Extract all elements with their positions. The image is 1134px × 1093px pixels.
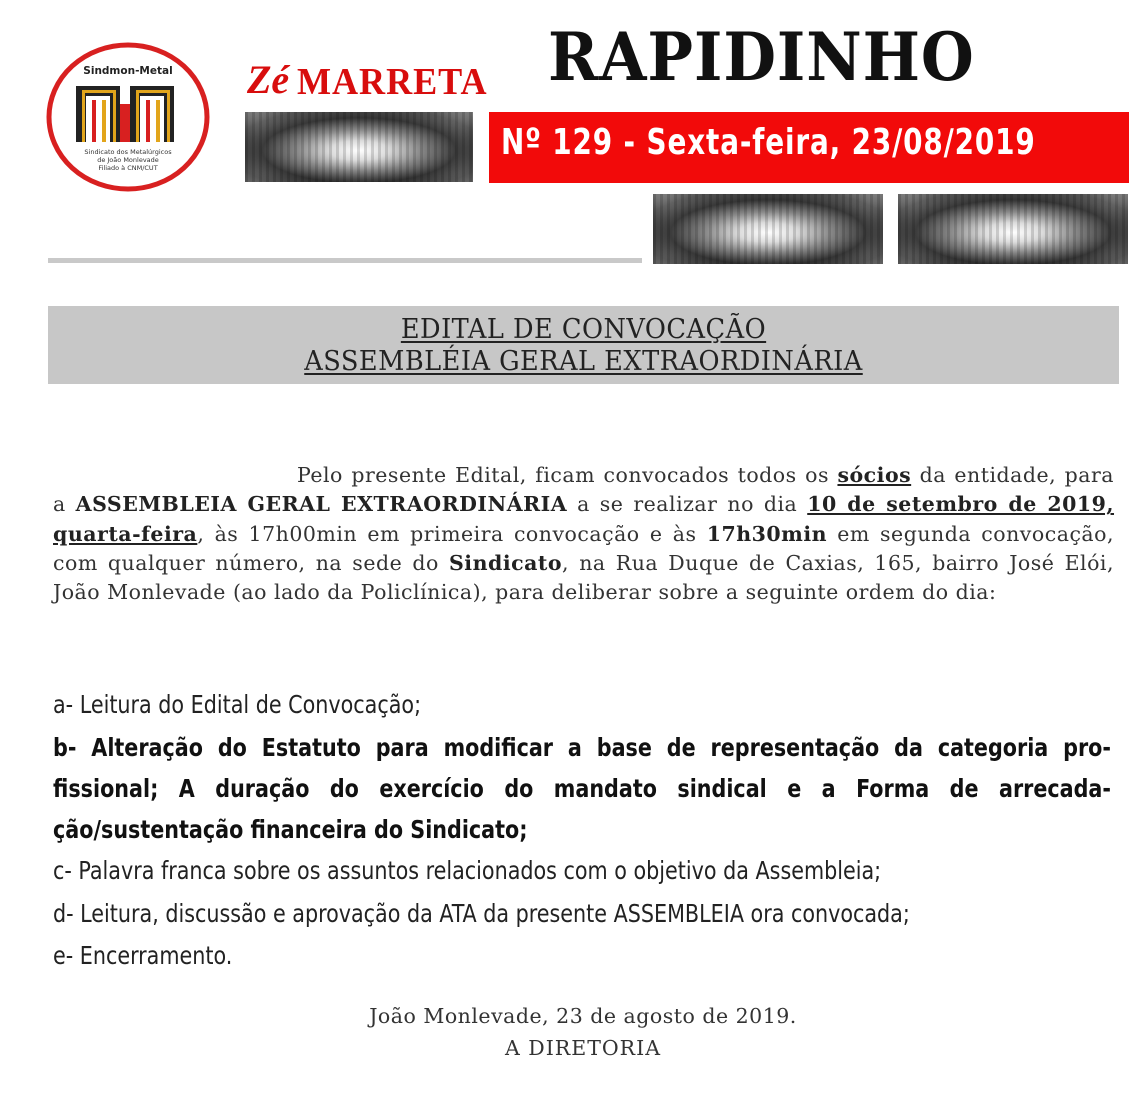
signature-signed-by: A DIRETORIA: [504, 1036, 662, 1060]
title-box: [48, 306, 1119, 384]
masthead-photo-left: [245, 112, 473, 182]
masthead-photo-middle: [653, 194, 883, 264]
body-assembleia: ASSEMBLEIA GERAL EXTRAORDINÁRIA: [75, 492, 568, 517]
brand-marreta: MARRETA: [297, 61, 488, 103]
agenda-item-d: d- Leitura, discussão e aprovação da ATA da presente ASSEMBLEIA ora convocada;: [53, 899, 910, 928]
body-text-4: , às 17h00min em primeira convocação e às: [197, 521, 707, 546]
agenda-item-e: e- Encerramento.: [53, 941, 233, 970]
agenda-item-a: a- Leitura do Edital de Convocação;: [53, 690, 422, 719]
issue-number-date: Nº 129 - Sexta-feira, 23/08/2019: [501, 122, 1036, 163]
body-time2: 17h30min: [706, 521, 828, 546]
title-assembleia: ASSEMBLÉIA GERAL EXTRAORDINÁRIA: [304, 346, 863, 377]
title-edital: EDITAL DE CONVOCAÇÃO: [400, 314, 767, 345]
body-text-2: da entidade, para a: [53, 463, 1114, 517]
body-socios: sócios: [837, 463, 912, 487]
body-text-6: , na Rua Duque de Caxias, 165, bairro José Elói, João Monlevade (ao lado da Policlínica), para deliberar sobre a seguinte ordem do dia:: [53, 550, 1115, 605]
body-text-3: a se realizar no dia: [567, 492, 808, 517]
agenda-item-c: c- Palavra franca sobre os assuntos relacionados com o objetivo da Assembleia;: [53, 856, 882, 885]
brand-rapidinho: RAPIDINHO: [548, 18, 975, 96]
body-text-5: em segunda convocação, com qualquer número, na sede do: [53, 521, 1114, 575]
masthead-divider: [48, 258, 642, 263]
brand-ze: Zé: [247, 57, 290, 102]
body-sindicato: Sindicato: [449, 550, 563, 575]
convocation-paragraph: [53, 461, 1114, 607]
signature-place-date: João Monlevade, 23 de agosto de 2019.: [369, 1004, 797, 1028]
body-text-1: Pelo presente Edital, ficam convocados todos os: [297, 463, 838, 487]
sindmon-metal-logo: [46, 42, 210, 192]
logo-bottom-line-1: Sindicato dos Metalúrgicos: [84, 148, 172, 156]
logo-top-text: Sindmon-Metal: [83, 65, 173, 77]
logo-bottom-line-3: Filiado à CNM/CUT: [98, 164, 158, 172]
body-date: 10 de setembro de 2019, quarta-feira: [53, 492, 1115, 546]
agenda-item-b: b- Alteração do Estatuto para modificar a base de representação da categoria profissional; A duração do exercício do mandato sindical e a Forma de arrecadação/sustentação financeira do Sindicato;: [53, 733, 1111, 844]
issue-banner: [489, 112, 1129, 183]
masthead-photo-right: [898, 194, 1128, 264]
logo-bottom-line-2: de João Monlevade: [97, 156, 159, 164]
